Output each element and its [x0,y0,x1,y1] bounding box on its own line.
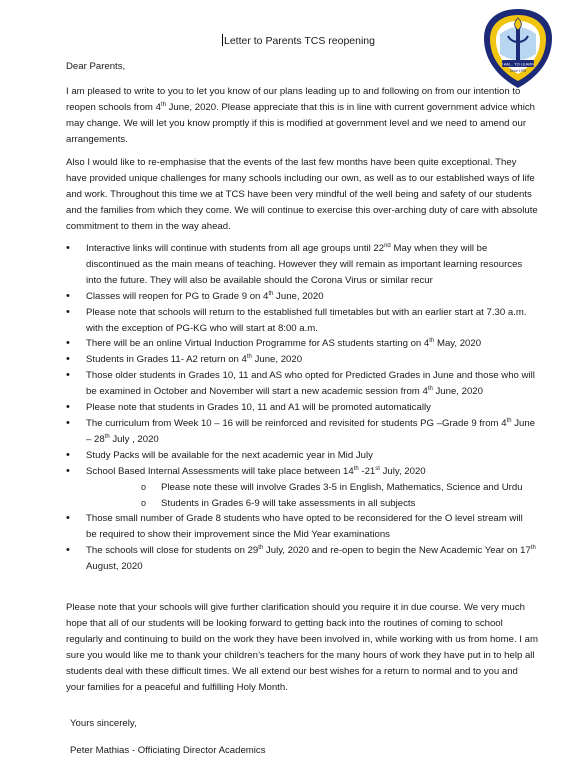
item-sup: th [506,417,512,424]
item-text: There will be an online Virtual Induction Programme for AS students starting on 4 [86,338,430,350]
list-item [66,241,536,289]
item-text: The schools will close for students on 29 [86,545,259,557]
item-text: Please note that schools will return to the established full timetables but with an earlier start at 7.30 a.m. with the exception of PG-KG who will start at 8:00 a.m. [86,306,527,334]
school-crest-logo [478,6,558,92]
list-item [66,400,536,416]
list-item [66,352,536,368]
intro-part-a: I am pleased to write to you to let you know of our plans leading up to and following on from our intention to reopen schools from 4 [66,86,521,113]
announcement-list [66,241,536,575]
item-sup-2: th [530,545,536,552]
letter-title [222,34,375,47]
item-sup: th [353,465,359,472]
item-text: Please note that students in Grades 10, 11 and A1 will be promoted automatically [86,402,431,414]
signature-text: Peter Mathias - Officiating Director Academics [70,745,266,756]
item-text: School Based Internal Assessments will take place between 14 [86,465,354,477]
item-sup: th [429,338,435,345]
item-text-end: July, 2020 [379,465,426,477]
item-sup: th [427,386,433,393]
intro-paragraph [66,84,538,148]
salutation [66,59,538,75]
list-item [66,464,536,512]
item-sup-2: st [375,465,380,472]
item-text-cont: July, 2020 and re-open to begin the New Academic Year on 17 [263,545,531,557]
intro-part-b: June, 2020. Please appreciate that this is in line with current government advice which may change. We will let you know promptly if this is modified at government level and we need to amend our arrangements. [66,101,535,145]
item-text: The curriculum from Week 10 – 16 will be reinforced and revisited for students PG –Grade 9 from 4 [86,417,507,429]
signoff-text: Yours sincerely, [70,718,137,729]
assessment-sub-list [86,480,536,512]
list-item [66,416,536,448]
text-cursor [222,34,223,46]
item-text: Interactive links will continue with students from all age groups until 22 [86,243,385,254]
list-item [66,511,536,543]
item-text: Study Packs will be available for the next academic year in Mid July [86,449,373,461]
signoff [70,716,542,732]
item-text-cont: June – 28 [86,417,536,445]
sub-list-item: o Please note these will involve Grades 3-5 in English, Mathematics, Science and Urdu [86,480,536,496]
item-text-cont: June, 2020 [273,290,324,302]
list-item [66,289,536,305]
item-text: Those older students in Grades 10, 11 and AS who opted for Predicted Grades in June and those who will be examined in October and November will start a new academic session from 4 [86,370,535,398]
list-item [66,336,536,352]
item-sup: th [268,290,274,297]
intro-paragraph-text [66,84,538,148]
item-text-cont: May when they will be discontinued as the main means of teaching. However they will remain as important learning resources into the future. They will also be available should the Corona Virus or similar recur [86,243,523,286]
item-text-cont: -21 [358,465,376,477]
list-item [66,448,536,464]
signature [70,743,542,759]
item-text-cont: June, 2020 [251,354,303,366]
list-item [66,368,536,400]
item-sup: th [258,545,264,552]
salutation-text: Dear Parents, [66,61,126,72]
crest-since: Since 1978 [509,69,527,73]
context-paragraph-text: Also I would like to re-emphasise that the events of the last few months have been quite exceptional. They have provided unique challenges for many schools including our own, as well as to our established ways of life and work. Throughout this time we at TCS have been very mindful of the well being and safety of our students and the families from which they come. We will continue to exercise this over-arching duty of care with absolute commitment to them in the way ahead. [66,157,538,232]
closing-paragraph [66,600,538,695]
context-paragraph [66,155,538,235]
list-item [66,305,536,337]
item-sup: nd [384,243,391,249]
item-text: Classes will reopen for PG to Grade 9 on 4 [86,290,269,302]
item-sup: th [246,354,252,361]
item-text: Students in Grades 11- A2 return on 4 [86,354,247,366]
item-text-end: July , 2020 [109,433,159,445]
letter-title-text: Letter to Parents TCS reopening [224,35,375,47]
closing-paragraph-text: Please note that your schools will give further clarification should you require it in due course. We very much hope that all of our students will be looking forward to getting back into the routines of coming to school regularly and continuing to build on the work they have been involved in, while working with us from home. I am sure you would like me to thank your children’s teachers for the many hours of work they have put in to help all students deal with these difficult times. We all extend our best wishes for a return to normal and to you and your families for a peaceful and fulfilling Holy Month. [66,602,538,693]
item-text-cont: June, 2020 [432,386,483,398]
item-text-cont: May, 2020 [434,338,482,350]
item-sup-2: th [104,433,110,440]
list-item [66,543,536,575]
crest-motto: I AM... TO LEARN [501,61,535,67]
sub-list-item: o Students in Grades 6-9 will take assessments in all subjects [86,496,536,512]
item-text-end: August, 2020 [86,561,143,573]
item-text: Those small number of Grade 8 students who have opted to be reconsidered for the O level stream will be required to show their improvement since the Mid Year examinations [86,513,523,541]
intro-sup: th [160,101,166,108]
